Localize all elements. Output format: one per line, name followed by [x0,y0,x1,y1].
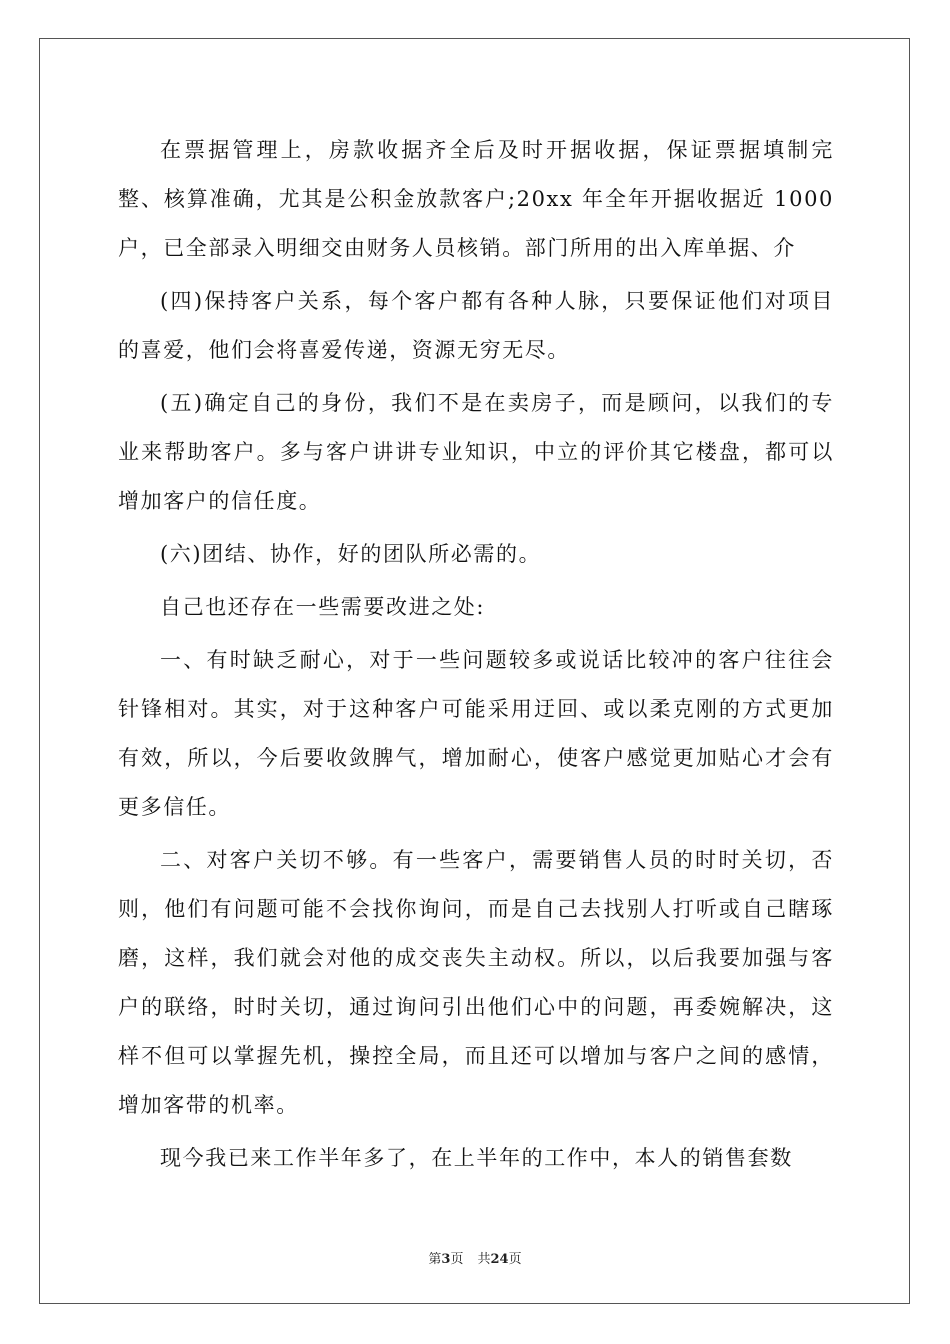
document-body [118,126,834,1183]
paragraph-item-5: (五)确定自己的身份，我们不是在卖房子，而是顾问，以我们的专业来帮助客户。多与客户讲讲专业知识，中立的评价其它楼盘，都可以增加客户的信任度。 [118,391,834,513]
paragraph-improvement-2: 二、对客户关切不够。有一些客户，需要销售人员的时时关切，否则，他们有问题可能不会找你询问，而是自己去找别人打听或自己瞎琢磨，这样，我们就会对他的成交丧失主动权。所以，以后我要加强与客户的联络，时时关切，通过询问引出他们心中的问题，再委婉解决，这样不但可以掌握先机，操控全局，而且还可以增加与客户之间的感情，增加客带的机率。 [118,848,834,1117]
footer-page-suffix: 页 [450,1252,464,1267]
page-footer [0,1248,950,1267]
footer-total-prefix: 共 [477,1252,491,1267]
footer-total-suffix: 页 [508,1252,522,1267]
paragraph-item-6: (六)团结、协作，好的团队所必需的。 [160,542,542,566]
paragraph-receipt-management: 在票据管理上，房款收据齐全后及时开据收据，保证票据填制完整、核算准确，尤其是公积金放款客户;20xx 年全年开据收据近 1000 户，已全部录入明细交由财务人员核销。部门所用的出入库单据、介 [118,138,834,260]
paragraph-half-year: 现今我已来工作半年多了，在上半年的工作中，本人的销售套数 [160,1146,793,1170]
footer-page-total: 24 [490,1252,509,1267]
footer-page-prefix: 第 [428,1252,442,1267]
footer-page-current: 3 [441,1252,451,1267]
paragraph-improvement-1: 一、有时缺乏耐心，对于一些问题较多或说话比较冲的客户往往会针锋相对。其实，对于这种客户可能采用迂回、或以柔克刚的方式更加有效，所以，今后要收敛脾气，增加耐心，使客户感觉更加贴心才会有更多信任。 [118,648,834,819]
paragraph-improvements-intro: 自己也还存在一些需要改进之处: [160,595,486,619]
paragraph-item-4: (四)保持客户关系，每个客户都有各种人脉，只要保证他们对项目的喜爱，他们会将喜爱传递，资源无穷无尽。 [118,289,834,362]
